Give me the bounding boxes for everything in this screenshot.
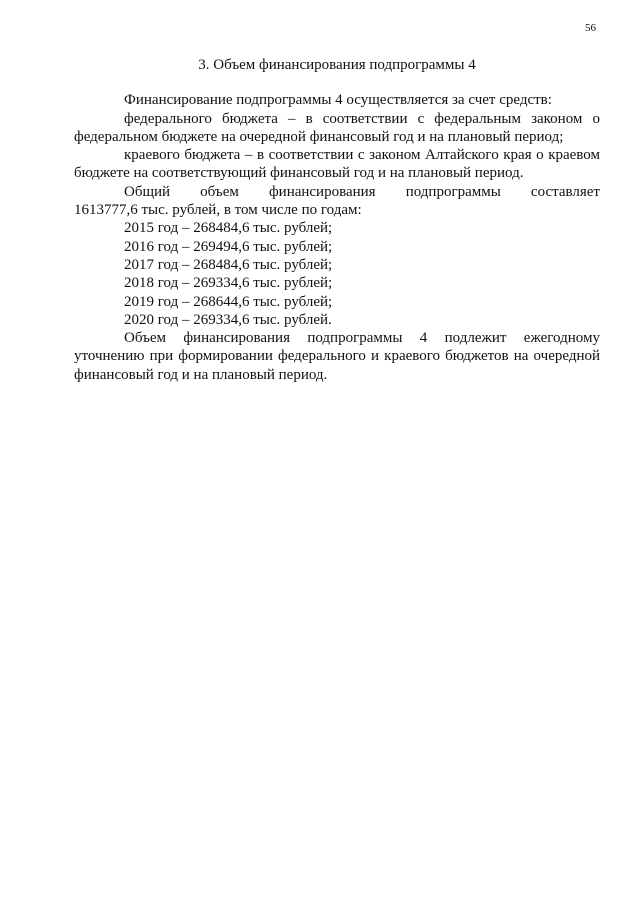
yearly-funding-list [74, 219, 600, 329]
year-item-2020: 2020 год – 269334,6 тыс. рублей. [124, 311, 332, 328]
year-item-2017: 2017 год – 268484,6 тыс. рублей; [124, 256, 333, 273]
year-item-2016: 2016 год – 269494,6 тыс. рублей; [124, 238, 333, 255]
total-funding-line: Общий объем финансирования подпрограммы составляет [124, 183, 600, 200]
year-item-2019: 2019 год – 268644,6 тыс. рублей; [124, 293, 333, 310]
intro-paragraph: Финансирование подпрограммы 4 осуществляется за счет средств: [124, 92, 552, 109]
federal-budget-paragraph: федерального бюджета – в соответствии с федеральным законом о федеральном бюджете на очередной финансовый год и на плановый период; [74, 110, 600, 145]
document-body [74, 56, 600, 384]
page-number: 56 [585, 22, 596, 34]
total-funding-amount: 1613777,6 тыс. рублей, в том числе по годам: [74, 202, 362, 219]
regional-budget-paragraph: краевого бюджета – в соответствии с законом Алтайского края о краевом бюджете на соответствующий финансовый год и на плановый период. [74, 147, 600, 182]
closing-paragraph: Объем финансирования подпрограммы 4 подлежит ежегодному уточнению при формировании федерального и краевого бюджетов на очередной финансовый год и на плановый период. [74, 330, 600, 383]
section-heading: 3. Объем финансирования подпрограммы 4 [198, 57, 476, 73]
year-item-2018: 2018 год – 269334,6 тыс. рублей; [124, 275, 333, 292]
year-item-2015: 2015 год – 268484,6 тыс. рублей; [124, 220, 333, 237]
